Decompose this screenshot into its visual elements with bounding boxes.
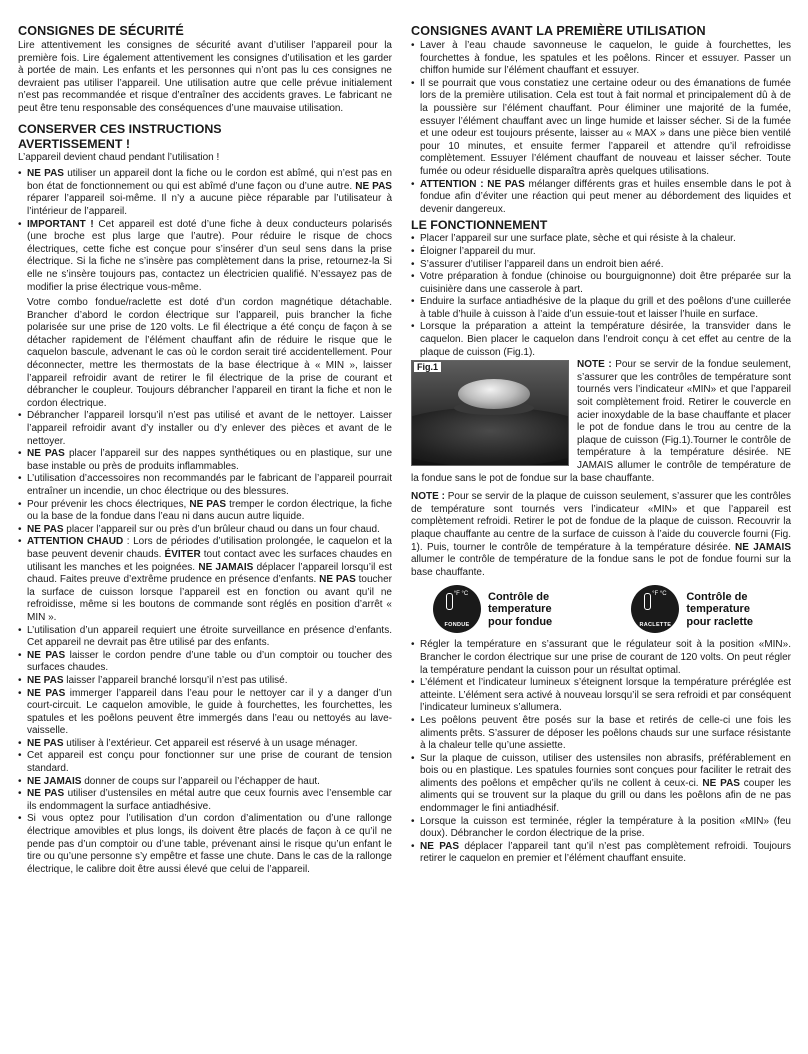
list-item: • Il se pourrait que vous constatiez une certaine odeur ou des émanations de fumée lors de la première utilisation. Cela est tout à fait normal et principalement dû à de la poussière sur l’élément chauffant. Pour éliminer une majorité de la fumée, essuyer l’élément chauffant avec un linge humide et laisser sécher. Si de la fumée et une odeur est toujours présente, laisser au « MAX » dans une pièce bien ventilé pour 10 minutes, et ensuite fermer l’appareil et attendre qu’il refroidisse complètement. Essuyer l’élément chauffant de nouveau et laisser sécher. Toute fumée ou odeur résiduelle disparaîtra après quelques utilisations.: [411, 78, 791, 179]
safety-heading: CONSIGNES DE SÉCURITÉ: [18, 24, 184, 38]
raclette-dial-label: RACLETTE: [639, 622, 672, 629]
list-item: • S’assurer d’utiliser l’appareil dans un endroit bien aéré.: [411, 259, 791, 272]
fondue-dial-label: FONDUE: [444, 622, 470, 629]
list-item: • NE PAS déplacer l’appareil tant qu’il n’est pas complètement refroidi. Toujours retirer le caquelon en premier et l’élément chauffant ensuite.: [411, 841, 791, 866]
list-item: • NE PAS utiliser à l’extérieur. Cet appareil est réservé à un usage ménager.: [18, 738, 392, 751]
figure-label: Fig.1: [414, 362, 441, 372]
list-item: • Lorsque la préparation a atteint la température désirée, la transvider dans le caquelon. Bien placer le caquelon dans l’endroit conçu à cet effet au centre de la plaque de cuisson (Fig.1).: [411, 321, 791, 359]
magnetic-cord-paragraph: Votre combo fondue/raclette est doté d’un cordon magnétique détachable. Brancher d’abord le cordon électrique sur l’appareil, puis brancher la fiche polarisée sur une prise de 120 volts. Le fil électrique a été conçu de façon à se détacher rapidement de l’élément chauffant afin de réduire le risque que le caquelon bascule, advenant le cas où le cordon serait tiré accidentellement. Pour déconnecter, mettre les thermostats de la base électrique à « MIN », laisser l’appareil refroidir avant de retirer le fil électrique de la prise de courant et débrancher le coupleur. Toujours débrancher l’appareil en tirant la fiche et non le cordon électrique.: [27, 297, 392, 409]
list-item: • ATTENTION CHAUD : Lors de périodes d’utilisation prolongée, le caquelon et la base peuvent devenir chauds. ÉVITER tout contact avec les surfaces chaudes en utilisant les manches et les poignées. NE JAMAIS déplacer l’appareil lorsqu’il est chaud. Faites preuve d’extrême prudence en présence d’enfants. NE PAS toucher la surface de cuisson lorsque l’appareil est en fonction ou avant qu’il ne refroidisse, même si les boutons de commande sont réglés en position d’arrêt « MIN ».: [18, 536, 392, 624]
list-item: • Éloigner l’appareil du mur.: [411, 246, 791, 259]
note-plate: NOTE : Pour se servir de la plaque de cuisson seulement, s’assurer que les contrôles de température sont tournés vers l’indicateur «MIN» et que l’appareil est complètement refroidi. Retirer le pot de fondue de la plaque de cuisson. Recouvrir la plaque chauffante au centre de la surface de cuisson à l’aide du couvercle fourni (Fig. 1). Puis, tourner le contrôle de température à la température désirée. NE JAMAIS allumer le contrôle de température de la fondue sans le pot de fondue fourni sur la base chauffante.: [411, 491, 791, 578]
list-item: • NE PAS placer l’appareil sur des nappes synthétiques ou en plastique, sur une base instable ou près de produits inflammables.: [18, 448, 392, 473]
list-item: • Cet appareil est conçu pour fonctionner sur une prise de courant de tension standard.: [18, 750, 392, 775]
keep-instructions-heading: CONSERVER CES INSTRUCTIONS: [18, 121, 222, 136]
list-item: • Placer l’appareil sur une surface plate, sèche et qui résiste à la chaleur.: [411, 233, 791, 246]
list-item: • L’utilisation d’un appareil requiert une étroite surveillance en présence d’enfants. Cet appareil ne devrait pas être utilisé par des enfants.: [18, 625, 392, 650]
fondue-control-label: Contrôle de temperature pour fondue: [488, 590, 553, 628]
list-item: • Enduire la surface antiadhésive de la plaque du grill et des poêlons d’une cuillerée à table d’huile à cuisson à l’aide d’un essuie-tout et laisser l’huile en surface.: [411, 296, 791, 321]
list-item: • Si vous optez pour l’utilisation d’un cordon d’alimentation ou d’une rallonge électrique amovibles et plus longs, ils doivent être placés de façon à ce qu’il ne pende pas d’un comptoir ou d’une table, prévenant ainsi le risque qu’un enfant le tire ou qu’une personne s’y empêtre et fasse une chute. Dans le cas de la rallonge électrique, le calibre doit être aussi élevé que celui de l’appareil.: [18, 813, 392, 876]
warning-heading: AVERTISSEMENT !: [18, 136, 130, 151]
figure-note-block: [411, 359, 791, 485]
list-item: • NE PAS utiliser un appareil dont la fiche ou le cordon est abîmé, qui n’est pas en bon état de fonctionnement ou qui est abîmé d’une façon ou d’une autre. NE PAS réparer l’appareil soi-même. Il n’y a aucune pièce réparable par l’utilisateur à l’intérieur de l’appareil.: [18, 168, 392, 218]
safety-intro: Lire attentivement les consignes de sécurité avant d’utiliser l’appareil pour la première fois. Lire également attentivement les consignes d’utilisation et les garder à portée de main. Les enfants et les personnes qui n’ont pas lu ces consignes ne devraient pas utiliser l’appareil. Une utilisation autre que celle prévue initialement n’est pas recommandée et risque d’entraîner des accidents graves. Le fabricant ne peut être tenu responsable des conséquences d’une mauvaise utilisation.: [18, 40, 392, 114]
list-item: • Laver à l’eau chaude savonneuse le caquelon, le guide à fourchettes, les fourchettes à fondue, les spatules et les poêlons. Rincer et essuyer. Passer un chiffon humide sur l’élément chauffant et essuyer.: [411, 40, 791, 78]
list-item: • Pour prévenir les chocs électriques, NE PAS tremper le cordon électrique, la fiche ou la base de la fondue dans l’eau ni dans aucun autre liquide.: [18, 499, 392, 524]
fondue-control: [433, 585, 552, 633]
fondue-dial-icon: $^{^\circ F ^\circ C}$ FONDUE: [433, 585, 481, 633]
list-item: • NE JAMAIS donner de coups sur l’appareil ou l’échapper de haut.: [18, 776, 392, 789]
note-fondue: NOTE : Pour se servir de la fondue seulement, s’assurer que les contrôles de température sont tournés vers l’indicateur «MIN» et que l’appareil soit complètement froid. Retirer le couvercle en acier inoxydable de la base chauffante et placer le pot de fondue dans le trou au centre de la plaque de cuisson (Fig.1).Tourner le contrôle de température à la température désirée. NE JAMAIS allumer le contrôle de température de la fondue sans le pot de fondue sur la base chauffante.: [411, 359, 791, 484]
list-item: • NE PAS laisser l’appareil branché lorsqu’il n’est pas utilisé.: [18, 675, 392, 688]
list-item: • Votre préparation à fondue (chinoise ou bourguignonne) doit être préparée sur la cuisinière dans une casserole à part.: [411, 271, 791, 296]
first-use-list: [411, 40, 791, 216]
list-item: • Régler la température en s’assurant que le régulateur soit à la position «MIN». Brancher le cordon électrique sur une prise de courant de 120 volts. On peut régler la température pendant la cuisson pour un résultat optimal.: [411, 639, 791, 677]
list-item: • L’utilisation d’accessoires non recommandés par le fabricant de l’appareil pourrait entraîner un incendie, un choc électrique ou des blessures.: [18, 473, 392, 498]
list-item: • NE PAS laisser le cordon pendre d’une table ou d’un comptoir ou toucher des surfaces chaudes.: [18, 650, 392, 675]
raclette-control-label: Contrôle de temperature pour raclette: [686, 590, 753, 628]
list-item: • Lorsque la cuisson est terminée, régler la température à la position «MIN» (feu doux). Débrancher le cordon électrique de la prise.: [411, 816, 791, 841]
list-item: • Les poêlons peuvent être posés sur la base et retirés de celle-ci une fois les aliments prêts. S’assurer de déposer les poêlons chauds sur une surface résistante à la chaleur telle qu’une assiette.: [411, 715, 791, 753]
cooking-plate-graphic: [411, 407, 569, 466]
list-item: • IMPORTANT ! Cet appareil est doté d’une fiche à deux conducteurs polarisés (une broche est plus large que l’autre). Pour réduire le risque de chocs électriques, cette fiche est conçue pour s’insérer d’un seul sens dans la prise électrique. Si la fiche ne s’insère pas complètement dans la prise, retournez-la Si elle ne s’insère toujours pas, contactez un électricien qualifié. N’essayez pas de modifier la prise électrique vous-même.: [18, 219, 392, 295]
list-item: • Débrancher l’appareil lorsqu’il n’est pas utilisé et avant de le nettoyer. Laisser l’appareil refroidir avant d’y installer ou d’y enlever des pièces et avant de le nettoyer.: [18, 410, 392, 448]
list-item: • Sur la plaque de cuisson, utiliser des ustensiles non abrasifs, préférablement en bois ou en plastique. Les spatules fournies sont conçues pour faciliter le retrait des aliments des poêlons et empêcher qu’ils ne collent à ceux-ci. NE PAS couper les aliments qui se trouvent sur la plaque du grill ou dans les poêlons afin de ne pas endommager le fini antiadhésif.: [411, 753, 791, 816]
operation-heading: LE FONCTIONNEMENT: [411, 218, 548, 233]
list-item: • NE PAS immerger l’appareil dans l’eau pour le nettoyer car il y a danger d’un court-circuit. Le caquelon amovible, le guide à fourchettes, les fourchettes, les spatules et les poêlons peuvent être immergés dans l’eau ou nettoyés au lave-vaisselle.: [18, 688, 392, 738]
safety-list: [18, 168, 392, 294]
left-column: [18, 24, 392, 876]
thermometer-icon: [446, 593, 453, 610]
right-column: [411, 24, 791, 866]
list-item: • NE PAS placer l’appareil sur ou près d’un brûleur chaud ou dans un four chaud.: [18, 524, 392, 537]
operation-list: [411, 233, 791, 359]
list-item: • ATTENTION : NE PAS mélanger différents gras et huiles ensemble dans le pot à fondue afin d’éviter une réaction qui peut mener au débordement des liquides et devenir dangereux.: [411, 179, 791, 217]
list-item: • L’élément et l’indicateur lumineux s’éteignent lorsque la température préréglée est atteinte. L’élément sera activé à nouveau lorsqu’il se sera refroidi et par conséquent l’indicateur lumineux s’allumera.: [411, 677, 791, 715]
figure-1-image: [411, 360, 569, 466]
usage-list: [411, 639, 791, 866]
list-item: • NE PAS utiliser d’ustensiles en métal autre que ceux fournis avec l’ensemble car ils endommagent la surface antiadhésive.: [18, 788, 392, 813]
hot-warning: L’appareil devient chaud pendant l’utilisation !: [18, 151, 220, 163]
first-use-heading: CONSIGNES AVANT LA PREMIÈRE UTILISATION: [411, 24, 706, 38]
thermometer-icon: [644, 593, 651, 610]
raclette-dial-icon: $^{^\circ F ^\circ C}$ RACLETTE: [631, 585, 679, 633]
raclette-control: [631, 585, 753, 633]
safety-list-continued: [18, 410, 392, 876]
temperature-controls-legend: [433, 585, 753, 633]
